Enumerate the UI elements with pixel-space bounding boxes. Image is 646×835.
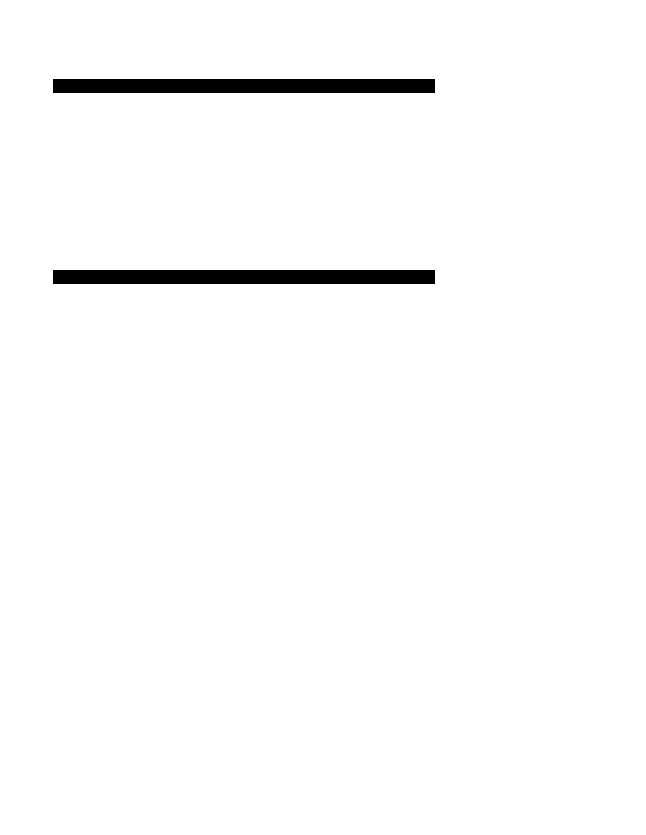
viacor-logo (436, 40, 626, 80)
document-title (53, 79, 435, 93)
solution-header (53, 270, 435, 284)
